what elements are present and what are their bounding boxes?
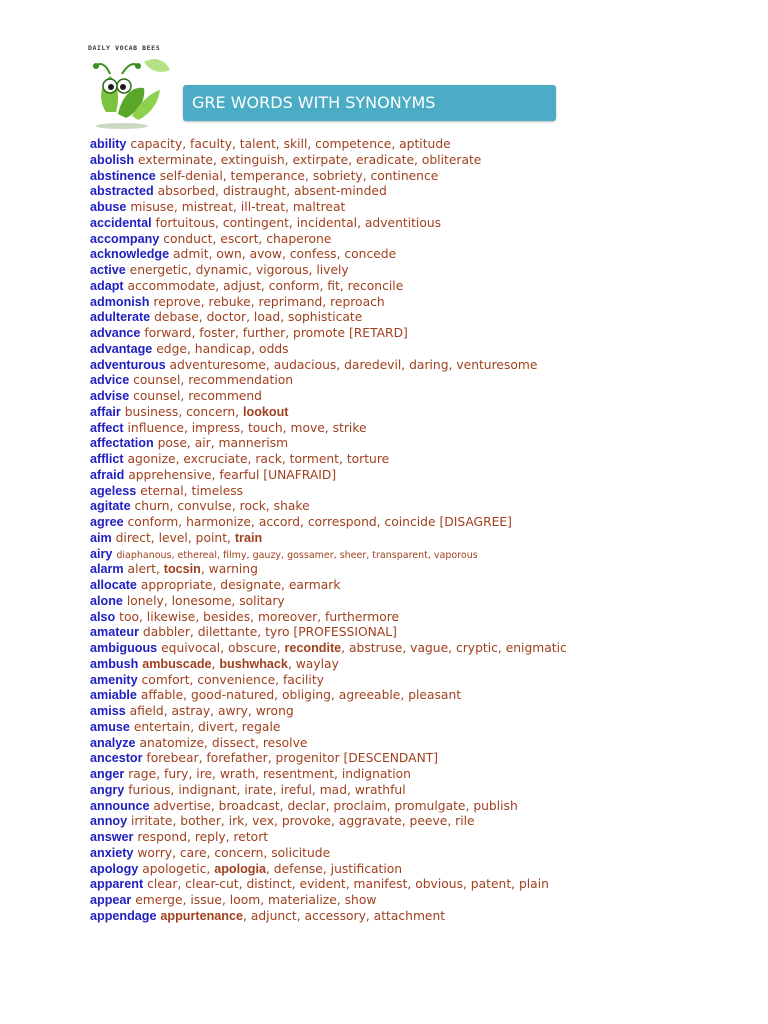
word-list [90, 137, 760, 925]
synonym-text: counsel, recommend [133, 389, 262, 403]
list-item [90, 484, 760, 500]
headword: amiable [90, 688, 137, 703]
synonym-text: admit, own, avow, confess, concede [173, 247, 397, 262]
synonyms [130, 263, 349, 277]
synonym-text: lonely, lonesome, solitary [126, 593, 285, 608]
synonyms [140, 484, 243, 498]
list-item [90, 767, 760, 783]
synonyms [130, 704, 294, 718]
logo-text: DAILY VOCAB BEES [88, 44, 161, 52]
synonym-text: self-denial, temperance, sobriety, continence [159, 168, 439, 183]
synonyms [160, 909, 445, 923]
synonym-text: energetic, dynamic, vigorous, lively [129, 263, 349, 277]
list-item [90, 169, 760, 185]
synonyms [131, 814, 475, 828]
list-item [90, 200, 760, 216]
list-item [90, 515, 760, 531]
list-item [90, 673, 760, 689]
headword: adapt [90, 278, 124, 293]
list-item [90, 468, 760, 484]
synonyms [128, 452, 390, 466]
synonym-text: equivocal, obscure, [161, 641, 285, 655]
synonym-text: business, concern, [124, 404, 243, 419]
headword: abolish [90, 152, 135, 167]
synonym-text: appropriate, designate, earmark [140, 578, 341, 592]
synonyms [141, 688, 461, 702]
list-item [90, 295, 760, 311]
synonym-text: accommodate, adjust, conform, fit, reconcile [127, 278, 404, 293]
synonyms [119, 610, 399, 624]
highlighted-synonym: appurtenance [160, 908, 243, 923]
synonym-text: reprove, rebuke, reprimand, reproach [153, 294, 385, 309]
synonyms [125, 405, 289, 419]
headword: accompany [90, 231, 160, 246]
list-item [90, 704, 760, 720]
synonym-text: alert, [127, 562, 164, 577]
synonyms [138, 153, 481, 167]
headword: aim [90, 530, 112, 545]
synonym-text: affable, good-natured, obliging, agreeable, pleasant [140, 688, 462, 703]
headword: alarm [90, 562, 124, 577]
list-item [90, 184, 760, 200]
headword: advise [90, 389, 130, 403]
synonyms [130, 200, 345, 214]
synonyms [128, 515, 512, 529]
synonyms [137, 846, 330, 860]
synonyms [128, 562, 258, 576]
highlighted-synonym: lookout [243, 404, 289, 419]
list-item [90, 641, 760, 657]
synonym-text: agonize, excruciate, rack, torment, torture [127, 452, 390, 466]
headword: affectation [90, 436, 154, 451]
headword: accidental [90, 215, 152, 230]
list-item [90, 436, 760, 452]
list-item [90, 814, 760, 830]
headword: appear [90, 893, 132, 907]
synonyms [130, 137, 450, 151]
list-item [90, 720, 760, 736]
headword: abuse [90, 200, 127, 214]
synonym-text: rage, fury, ire, wrath, resentment, indignation [128, 767, 411, 781]
synonym-text: conduct, escort, chaperone [163, 231, 332, 246]
list-item [90, 137, 760, 153]
headword: active [90, 263, 126, 277]
highlighted-synonym: recondite [284, 641, 342, 655]
synonyms [134, 720, 281, 734]
list-item [90, 263, 760, 279]
synonyms [142, 862, 402, 876]
highlighted-synonym: bushwhack [219, 656, 288, 671]
list-item [90, 279, 760, 295]
synonym-text: edge, handicap, odds [156, 341, 289, 356]
headword: airy [90, 546, 113, 561]
synonyms [158, 436, 288, 450]
highlighted-synonym: tocsin [163, 562, 201, 577]
headword: alone [90, 593, 123, 608]
list-item [90, 893, 760, 909]
synonym-text: misuse, mistreat, ill-treat, maltreat [130, 200, 346, 214]
synonyms [173, 247, 396, 261]
headword: advantage [90, 341, 153, 356]
list-item [90, 751, 760, 767]
headword: also [90, 609, 116, 624]
headword: anxiety [90, 845, 134, 860]
headword: amiss [90, 704, 126, 718]
list-item [90, 421, 760, 437]
synonyms [128, 421, 367, 435]
headword: agree [90, 515, 124, 529]
synonym-text: emerge, issue, loom, materialize, show [135, 893, 377, 907]
synonyms [128, 767, 411, 781]
synonym-text: , waylay [287, 656, 339, 671]
synonyms [116, 531, 263, 545]
list-item [90, 877, 760, 893]
list-item [90, 310, 760, 326]
synonyms [147, 877, 549, 891]
headword: adulterate [90, 310, 151, 325]
headword: amateur [90, 625, 139, 640]
synonym-text: respond, reply, retort [137, 830, 269, 844]
synonym-text: exterminate, extinguish, extirpate, eradicate, obliterate [138, 152, 482, 167]
headword: abstinence [90, 168, 156, 183]
list-item [90, 799, 760, 815]
synonym-text: direct, level, point, [115, 530, 235, 545]
synonyms [127, 594, 285, 608]
synonym-text: apprehensive, fearful [UNAFRAID] [128, 467, 337, 482]
synonym-text: entertain, divert, regale [133, 719, 281, 734]
synonyms [142, 657, 339, 671]
headword: analyze [90, 735, 136, 750]
headword: ambiguous [90, 641, 158, 655]
synonym-text: capacity, faculty, talent, skill, competence, aptitude [130, 137, 451, 151]
headword: apology [90, 861, 139, 876]
list-item [90, 830, 760, 846]
logo [88, 44, 186, 130]
synonym-text: worry, care, concern, solicitude [137, 845, 331, 860]
synonym-text: forebear, forefather, progenitor [DESCENDANT] [146, 751, 439, 766]
list-item [90, 326, 760, 342]
synonym-text: churn, convulse, rock, shake [134, 499, 310, 514]
headword: ambush [90, 656, 139, 671]
list-item [90, 657, 760, 673]
headword: afraid [90, 467, 125, 482]
headword: agitate [90, 499, 131, 514]
headword: anger [90, 767, 125, 781]
synonym-text: anatomize, dissect, resolve [139, 735, 308, 750]
synonyms [143, 625, 397, 639]
synonym-text: comfort, convenience, facility [141, 672, 324, 687]
synonyms [116, 550, 477, 561]
synonyms [128, 468, 336, 482]
headword: amuse [90, 719, 130, 734]
synonyms [135, 893, 376, 907]
synonym-text: , defense, justification [265, 861, 403, 876]
list-item [90, 688, 760, 704]
synonyms [156, 342, 288, 356]
synonym-text: pose, air, mannerism [157, 436, 289, 451]
list-item [90, 499, 760, 515]
list-item [90, 531, 760, 547]
list-item [90, 736, 760, 752]
headword: appendage [90, 908, 157, 923]
headword: advance [90, 326, 141, 340]
list-item [90, 783, 760, 799]
synonym-text: , warning [200, 562, 258, 577]
synonyms [153, 799, 517, 813]
synonyms [128, 279, 404, 293]
headword: ageless [90, 483, 137, 498]
list-item [90, 452, 760, 468]
synonyms [139, 736, 307, 750]
synonyms [160, 169, 439, 183]
headword: amenity [90, 672, 138, 687]
synonym-text: dabbler, dilettante, tyro [PROFESSIONAL] [142, 625, 397, 640]
synonym-text: eternal, timeless [140, 483, 244, 498]
bee-mascot-icon [88, 52, 186, 130]
synonyms [146, 751, 438, 765]
list-item [90, 232, 760, 248]
synonyms [142, 673, 324, 687]
highlighted-synonym: ambuscade [142, 656, 212, 671]
highlighted-synonym: apologia [214, 861, 266, 876]
synonyms [133, 389, 262, 403]
synonyms [163, 232, 331, 246]
synonym-text: adventuresome, audacious, daredevil, daring, venturesome [169, 357, 538, 372]
headword: affect [90, 420, 124, 435]
synonyms [133, 373, 293, 387]
synonyms [144, 326, 408, 340]
list-item [90, 562, 760, 578]
list-item [90, 216, 760, 232]
list-item [90, 594, 760, 610]
synonym-text: , adjunct, accessory, attachment [243, 908, 446, 923]
list-item [90, 358, 760, 374]
list-item [90, 862, 760, 878]
list-item [90, 342, 760, 358]
synonym-text: afield, astray, awry, wrong [129, 704, 294, 718]
synonym-text: advertise, broadcast, declar, proclaim, promulgate, publish [153, 798, 518, 813]
synonym-text: , abstruse, vague, cryptic, enigmatic [341, 641, 567, 655]
synonym-text: conform, harmonize, accord, correspond, coincide [DISAGREE] [127, 515, 512, 529]
list-item [90, 547, 760, 563]
synonym-text: counsel, recommendation [133, 373, 294, 388]
synonym-text: apologetic, [142, 861, 215, 876]
headword: allocate [90, 578, 137, 592]
synonym-text: absorbed, distraught, absent-minded [157, 184, 387, 199]
synonym-text: forward, foster, further, promote [RETARD] [144, 326, 408, 340]
synonyms [154, 310, 362, 324]
headword: affair [90, 404, 121, 419]
synonym-text: clear, clear-cut, distinct, evident, manifest, obvious, patent, plain [147, 877, 549, 892]
list-item [90, 405, 760, 421]
page-title: GRE WORDS WITH SYNONYMS [192, 93, 436, 112]
list-item [90, 153, 760, 169]
headword: abstracted [90, 184, 154, 199]
synonyms [161, 641, 567, 655]
list-item [90, 389, 760, 405]
headword: announce [90, 798, 150, 813]
list-item [90, 846, 760, 862]
headword: annoy [90, 814, 128, 829]
headword: afflict [90, 452, 124, 466]
synonyms [135, 499, 310, 513]
list-item [90, 610, 760, 626]
synonyms [170, 358, 538, 372]
list-item [90, 373, 760, 389]
title-banner [183, 85, 556, 121]
synonym-text: debase, doctor, load, sophisticate [154, 310, 363, 325]
highlighted-synonym: train [234, 530, 263, 545]
synonym-text: fortuitous, contingent, incidental, adventitious [155, 215, 442, 230]
synonym-text: too, likewise, besides, moreover, furthermore [119, 609, 400, 624]
headword: answer [90, 830, 134, 844]
headword: ancestor [90, 751, 143, 766]
headword: adventurous [90, 357, 166, 372]
synonyms [128, 783, 405, 797]
synonyms [156, 216, 442, 230]
synonyms [158, 184, 387, 198]
synonym-text: irritate, bother, irk, vex, provoke, aggravate, peeve, rile [131, 814, 475, 829]
headword: admonish [90, 294, 150, 309]
synonyms [153, 295, 384, 309]
synonym-text: influence, impress, touch, move, strike [127, 420, 367, 435]
headword: apparent [90, 877, 144, 892]
headword: angry [90, 782, 125, 797]
list-item [90, 247, 760, 263]
list-item [90, 625, 760, 641]
synonym-text: furious, indignant, irate, ireful, mad, wrathful [128, 782, 406, 797]
headword: advice [90, 373, 130, 388]
list-item [90, 909, 760, 925]
synonym-text: diaphanous, ethereal, filmy, gauzy, gossamer, sheer, transparent, vaporous [116, 549, 478, 561]
headword: ability [90, 137, 127, 151]
list-item [90, 578, 760, 594]
synonyms [141, 578, 341, 592]
synonym-text: , [211, 656, 220, 671]
headword: acknowledge [90, 247, 170, 262]
synonyms [137, 830, 268, 844]
